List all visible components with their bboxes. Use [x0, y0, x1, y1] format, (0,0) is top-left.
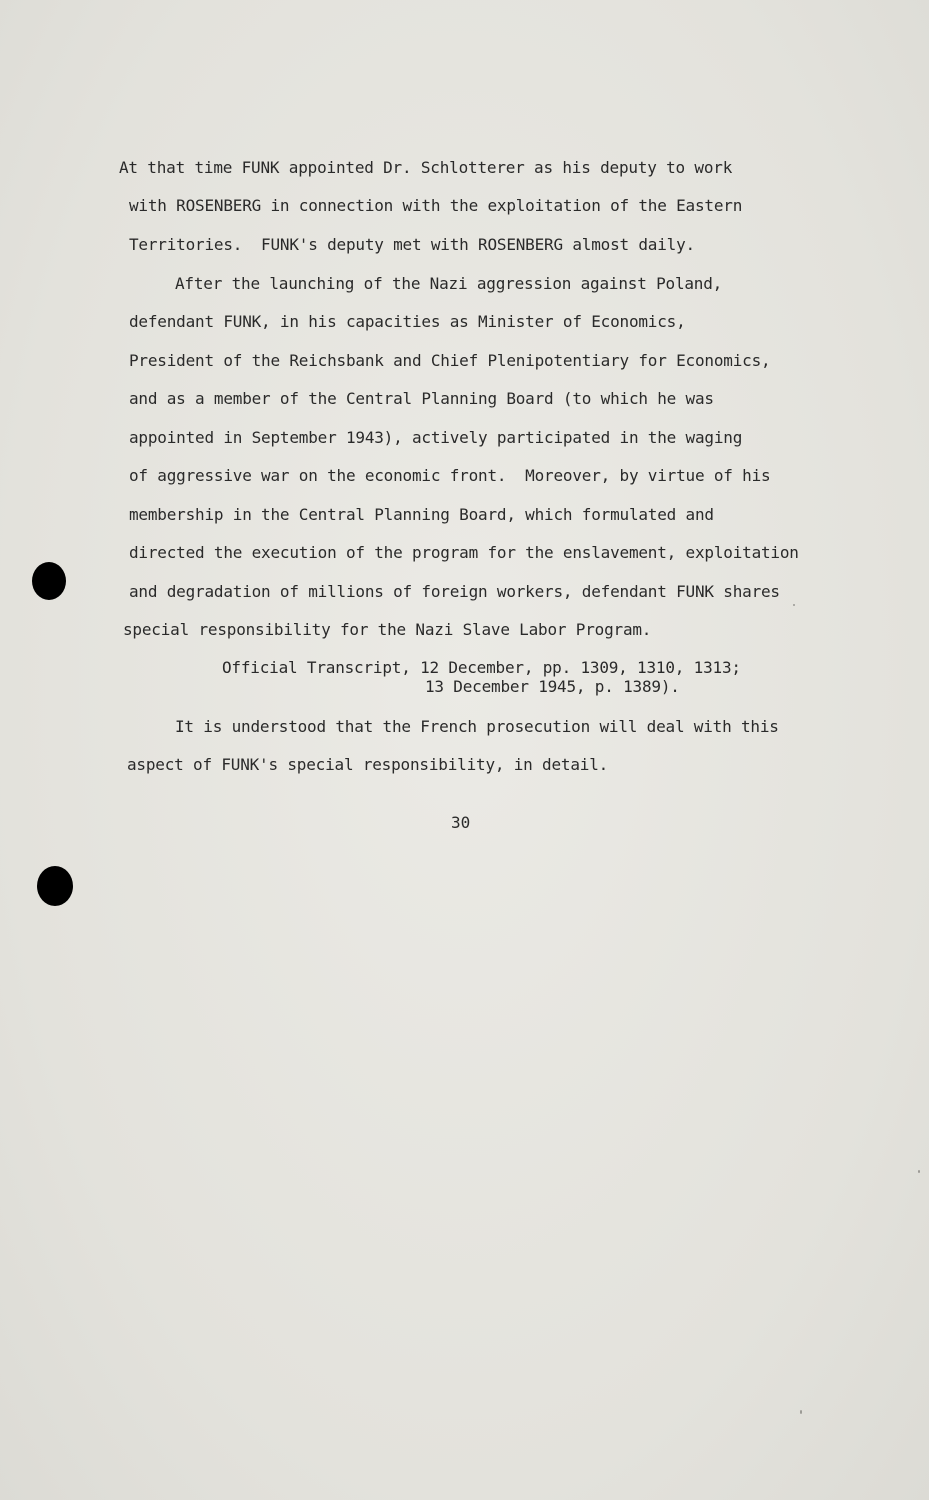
text-line: of aggressive war on the economic front. Moreover, by virtue of his [129, 466, 771, 485]
text-line: and degradation of millions of foreign workers, defendant FUNK shares [129, 582, 780, 601]
paper-speck [918, 1170, 920, 1173]
paper-speck [800, 1410, 802, 1414]
citation-line: 13 December 1945, p. 1389). [425, 677, 680, 696]
punch-hole [37, 866, 73, 906]
punch-hole [32, 562, 66, 600]
text-line: President of the Reichsbank and Chief Plenipotentiary for Economics, [129, 351, 771, 370]
text-line: It is understood that the French prosecution will deal with this [175, 717, 779, 736]
text-line: special responsibility for the Nazi Slave Labor Program. [123, 620, 652, 639]
text-line: Territories. FUNK's deputy met with ROSENBERG almost daily. [129, 235, 695, 254]
text-line: appointed in September 1943), actively participated in the waging [129, 428, 743, 447]
text-line: After the launching of the Nazi aggression against Poland, [175, 274, 723, 293]
text-line: At that time FUNK appointed Dr. Schlotterer as his deputy to work [119, 158, 733, 177]
text-line: defendant FUNK, in his capacities as Minister of Economics, [129, 312, 686, 331]
text-line: directed the execution of the program for the enslavement, exploitation [129, 543, 799, 562]
text-line: with ROSENBERG in connection with the exploitation of the Eastern [129, 196, 743, 215]
paper-speck [793, 604, 795, 606]
text-line: and as a member of the Central Planning Board (to which he was [129, 389, 714, 408]
text-line: membership in the Central Planning Board, which formulated and [129, 505, 714, 524]
text-line: aspect of FUNK's special responsibility, in detail. [127, 755, 609, 774]
page-number: 30 [451, 813, 471, 832]
citation-line: Official Transcript, 12 December, pp. 1309, 1310, 1313; [222, 658, 741, 677]
